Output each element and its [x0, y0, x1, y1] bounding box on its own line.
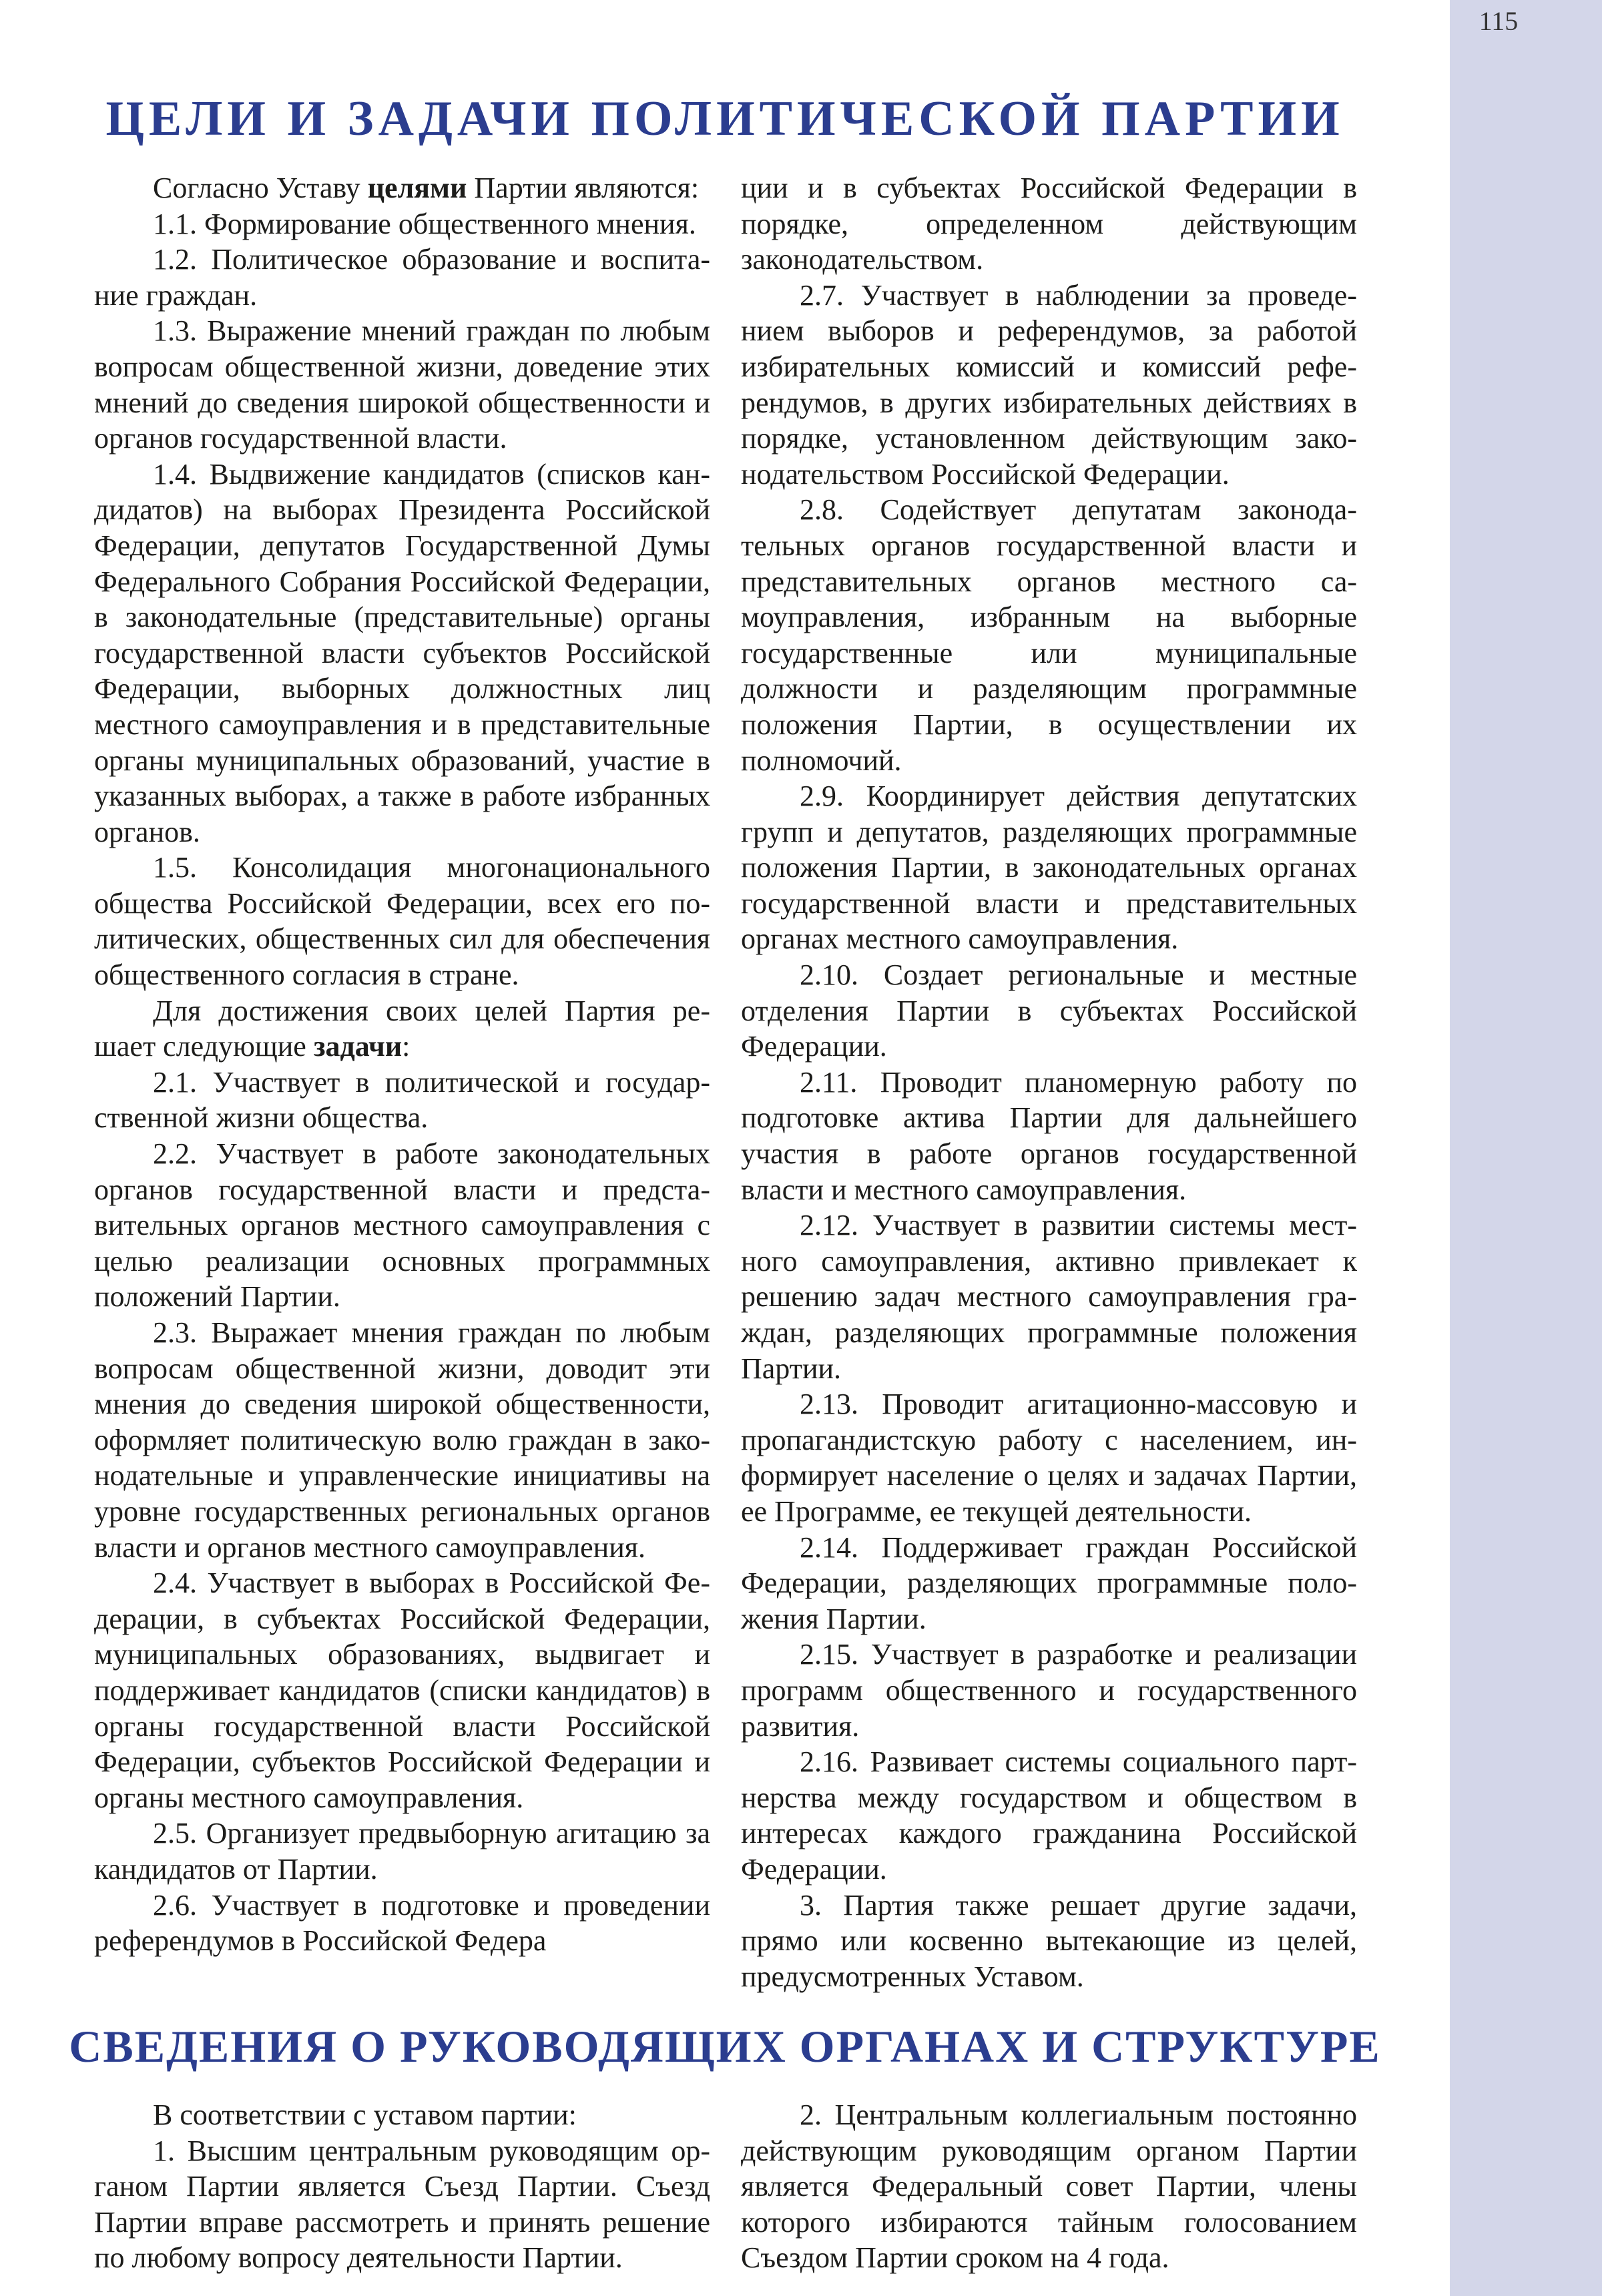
- tasks-intro-text: Для достижения своих целей Партия решает следующие: [94, 994, 710, 1063]
- task-item: 2.6. Участвует в подготовке и проведении референдумов в Российской Федера: [94, 1888, 710, 1958]
- task-item: 2.13. Проводит агитационно-массовую и пропагандистскую работу с населением, информирует население о целях и задачах Партии, ее Программе, ее текущей деятельности.: [741, 1388, 1357, 1528]
- tasks-keyword: задачи: [313, 1030, 403, 1063]
- goals-intro: [94, 170, 710, 206]
- goal-item: 1.2. Политическое образование и воспитание граждан.: [94, 243, 710, 312]
- page-margin-band: [1450, 0, 1602, 2296]
- goal-item: 1.3. Выражение мнений граждан по любым вопросам общественной жизни, доведение этих мнений до сведения широкой общественности и органов государственной власти.: [94, 314, 710, 455]
- task-item: 2.14. Поддерживает граждан Российской Федерации, разделяющих программные положения Партии.: [741, 1530, 1357, 1635]
- right-column: [741, 170, 1357, 1994]
- task-item: 2.10. Создает региональные и местные отделения Партии в субъектах Российской Федерации.: [741, 958, 1357, 1063]
- page-number: 115: [1479, 6, 1519, 36]
- task-item: 2.8. Содействует депутатам законодательных органов государственной власти и представительных органов местного самоуправления, избранным на выборные государственные или муниципальные должности и разделяющим программные положения Партии, в осуществлении их полномочий.: [741, 493, 1357, 777]
- left-column: [94, 170, 710, 1959]
- structure-paragraph: 1. Высшим центральным руководящим органом Партии является Съезд Партии. Съезд Партии вправе рассмотреть и принять решение по любому вопросу деятельности Партии.: [94, 2134, 710, 2275]
- section-title-goals: ЦЕЛИ И ЗАДАЧИ ПОЛИТИЧЕСКОЙ ПАРТИИ: [105, 91, 1344, 146]
- section-title-structure: СВЕДЕНИЯ О РУКОВОДЯЩИХ ОРГАНАХ И СТРУКТУРЕ: [69, 2021, 1381, 2072]
- goals-intro-text: Согласно Уставу: [153, 172, 368, 204]
- structure-right-column: [741, 2097, 1357, 2276]
- task-item: 2.16. Развивает системы социального партнерства между государством и обществом в интересах каждого гражданина Российской Федерации.: [741, 1745, 1357, 1886]
- task-item: 3. Партия также решает другие задачи, прямо или косвенно вытекающие из целей, предусмотренных Уставом.: [741, 1888, 1357, 1993]
- task-item: 2.1. Участвует в политической и государственной жизни общества.: [94, 1065, 710, 1135]
- task-item: 2.9. Координирует действия депутатских групп и депутатов, разделяющих программные положения Партии, в законодательных органах государственной власти и представительных органах местного самоуправления.: [741, 780, 1357, 956]
- tasks-intro: [94, 993, 710, 1065]
- task-item: 2.3. Выражает мнения граждан по любым вопросам общественной жизни, доводит эти мнения до сведения широкой общественности, оформляет политическую волю граждан в законодательные и управленческие инициативы на уровне государственных региональных органов власти и органов местного самоуправления.: [94, 1316, 710, 1564]
- task-item: 2.5. Организует предвыборную агитацию за кандидатов от Партии.: [94, 1817, 710, 1886]
- task-item: 2.7. Участвует в наблюдении за проведением выборов и референдумов, за работой избирательных комиссий и комиссий референдумов, в других избирательных действиях в порядке, установленном действующим законодательством Российской Федерации.: [741, 278, 1357, 491]
- structure-paragraph: 2. Центральным коллегиальным постоянно действующим руководящим органом Партии является Федеральный совет Партии, члены которого избираются тайным голосованием Съездом Партии сроком на 4 года.: [741, 2098, 1357, 2275]
- goal-item: 1.5. Консолидация многонационального общества Российской Федерации, всех его политических, общественных сил для обеспечения общественного согласия в стране.: [94, 851, 710, 992]
- task-item: 2.4. Участвует в выборах в Российской Федерации, в субъектах Российской Федерации, муниципальных образованиях, выдвигает и поддерживает кандидатов (списки кандидатов) в органы государственной власти Российской Федерации, субъектов Российской Федерации и органы местного самоуправления.: [94, 1566, 710, 1814]
- goal-item: 1.4. Выдвижение кандидатов (списков кандидатов) на выборах Президента Российской Федерации, депутатов Государственной Думы Федерального Собрания Российской Федерации, в законодательные (представительные) органы государственной власти субъектов Российской Федерации, выборных должностных лиц местного самоуправления и в представительные органы муниципальных образований, участие в указанных выборах, а также в работе избранных органов.: [94, 457, 710, 848]
- task-item: 2.15. Участвует в разработке и реализации программ общественного и государственного развития.: [741, 1638, 1357, 1743]
- task-continuation: ции и в субъектах Российской Федерации в порядке, определенном действующим законодательством.: [741, 172, 1357, 276]
- structure-paragraph: В соответствии с уставом партии:: [153, 2098, 577, 2131]
- goals-intro-tail: Партии являются:: [467, 172, 700, 204]
- goal-item: 1.1. Формирование общественного мнения.: [153, 207, 696, 240]
- tasks-intro-tail: :: [402, 1030, 411, 1063]
- goals-keyword: целями: [367, 172, 467, 204]
- structure-left-column: [94, 2097, 710, 2276]
- task-item: 2.11. Проводит планомерную работу по подготовке актива Партии для дальнейшего участия в работе органов государственной власти и местного самоуправления.: [741, 1065, 1357, 1206]
- task-item: 2.12. Участвует в развитии системы местного самоуправления, активно привлекает к решению задач местного самоуправления граждан, разделяющих программные положения Партии.: [741, 1209, 1357, 1385]
- task-item: 2.2. Участвует в работе законодательных органов государственной власти и представительных органов местного самоуправления с целью реализации основных программных положений Партии.: [94, 1137, 710, 1314]
